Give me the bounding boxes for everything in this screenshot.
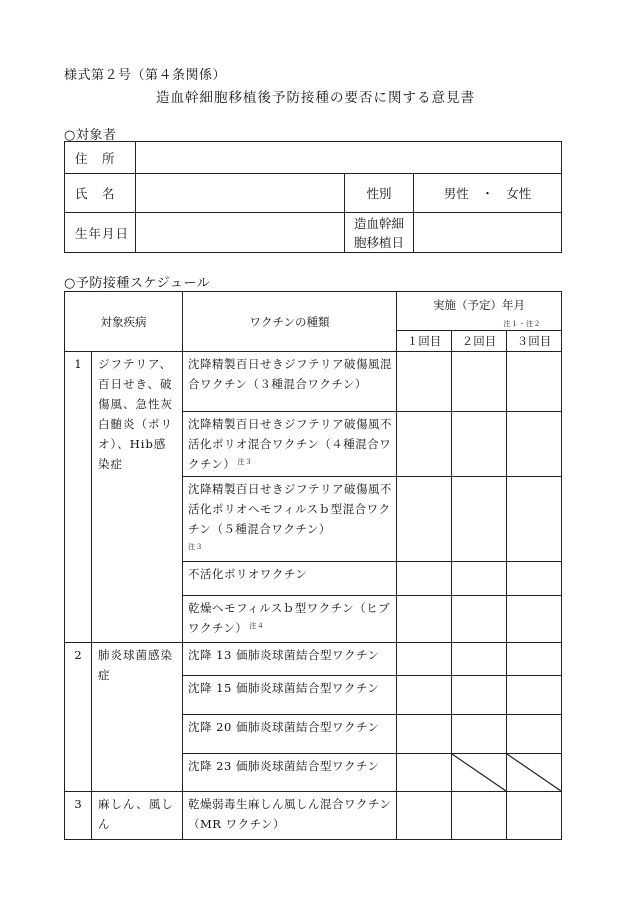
- vaccine-name-text: 沈降精製百日せきジフテリア破傷風混合ワクチン（３種混合ワクチン）: [188, 357, 392, 391]
- vaccine-name: [183, 715, 397, 754]
- dose-3-cell[interactable]: [507, 352, 562, 412]
- vaccine-row: [65, 352, 562, 412]
- dose-3-cell[interactable]: [507, 715, 562, 754]
- vaccine-note: 注３: [237, 458, 253, 466]
- vaccine-name-text: 沈降 13 価肺炎球菌結合型ワクチン: [188, 648, 380, 662]
- birthdate-label: 生年月日: [65, 213, 136, 253]
- vaccine-name: [183, 676, 397, 715]
- dose-3-not-applicable: [507, 754, 562, 792]
- sex-options[interactable]: 男性 ・ 女性: [414, 174, 562, 213]
- form-number: 様式第２号（第４条関係）: [64, 68, 227, 83]
- dose-3-cell[interactable]: [507, 477, 562, 562]
- dose-1-cell[interactable]: [397, 792, 452, 840]
- vaccine-row: [65, 643, 562, 676]
- subject-section-heading: ○対象者: [64, 128, 117, 143]
- vaccine-name-text: 沈降精製百日せきジフテリア破傷風不活化ポリオヘモフィルスｂ型混合ワクチン（５種混合ワクチン）: [188, 482, 392, 536]
- dose-2-cell[interactable]: [452, 477, 507, 562]
- group-number: 1: [65, 352, 92, 643]
- vaccine-name-text: 不活化ポリオワクチン: [188, 567, 308, 581]
- vaccine-note: 注４: [249, 622, 265, 630]
- birthdate-field[interactable]: [136, 213, 345, 253]
- vaccine-name: [183, 792, 397, 840]
- schedule-header-row: [65, 292, 562, 331]
- document-title: 造血幹細胞移植後予防接種の要否に関する意見書: [156, 90, 475, 106]
- name-label: 氏 名: [65, 174, 136, 213]
- vaccine-name-text: 沈降 20 価肺炎球菌結合型ワクチン: [188, 720, 380, 734]
- vaccine-name: [183, 643, 397, 676]
- dose-3-cell[interactable]: [507, 643, 562, 676]
- dates-column-header: [397, 292, 562, 331]
- dose-1-header: １回目: [397, 331, 452, 352]
- vaccine-name: [183, 596, 397, 643]
- address-field[interactable]: [136, 142, 562, 174]
- dose-2-cell[interactable]: [452, 643, 507, 676]
- dose-3-cell[interactable]: [507, 412, 562, 477]
- dose-1-cell[interactable]: [397, 754, 452, 792]
- dates-column-note: 注１・注２: [503, 320, 541, 328]
- disease-name: 麻しん、風しん: [92, 792, 183, 840]
- name-row: [65, 174, 562, 213]
- diagonal-slash-icon: [507, 754, 561, 791]
- dose-2-cell[interactable]: [452, 715, 507, 754]
- transplant-date-label-line1: 造血幹細: [353, 215, 404, 231]
- vaccine-name: [183, 562, 397, 596]
- vaccine-row: [65, 792, 562, 840]
- vaccine-name: [183, 754, 397, 792]
- dose-2-header: ２回目: [452, 331, 507, 352]
- dose-2-not-applicable: [452, 754, 507, 792]
- dose-3-cell[interactable]: [507, 562, 562, 596]
- dose-2-cell[interactable]: [452, 596, 507, 643]
- vaccine-note: 注３: [188, 543, 203, 551]
- schedule-table: [64, 291, 562, 840]
- dose-2-cell[interactable]: [452, 676, 507, 715]
- dates-row: [65, 213, 562, 253]
- dose-2-cell[interactable]: [452, 352, 507, 412]
- dose-1-cell[interactable]: [397, 352, 452, 412]
- vaccine-name-text: 乾燥ヘモフィルスｂ型ワクチン（ヒブワクチン）: [188, 601, 391, 635]
- dose-1-cell[interactable]: [397, 676, 452, 715]
- vaccine-name: [183, 477, 397, 562]
- transplant-date-field[interactable]: [414, 213, 562, 253]
- transplant-date-label-line2: 胞移植日: [353, 234, 404, 250]
- name-field[interactable]: [136, 174, 345, 213]
- dose-3-cell[interactable]: [507, 596, 562, 643]
- dose-2-cell[interactable]: [452, 562, 507, 596]
- diagonal-slash-icon: [452, 754, 506, 791]
- address-label: 住 所: [65, 142, 136, 174]
- dose-3-header: ３回目: [507, 331, 562, 352]
- vaccine-name-text: 沈降 15 価肺炎球菌結合型ワクチン: [188, 681, 380, 695]
- group-number: 3: [65, 792, 92, 840]
- dose-1-cell[interactable]: [397, 643, 452, 676]
- vaccine-column-header: ワクチンの種類: [183, 292, 397, 352]
- dose-1-cell[interactable]: [397, 412, 452, 477]
- disease-column-header: 対象疾病: [65, 292, 183, 352]
- dose-3-cell[interactable]: [507, 676, 562, 715]
- address-row: [65, 142, 562, 174]
- vaccine-name-text: 乾燥弱毒生麻しん風しん混合ワクチン（MR ワクチン）: [188, 797, 392, 831]
- vaccine-name: [183, 352, 397, 412]
- transplant-date-label: [345, 213, 414, 253]
- dose-1-cell[interactable]: [397, 562, 452, 596]
- group-number: 2: [65, 643, 92, 792]
- dose-2-cell[interactable]: [452, 792, 507, 840]
- dose-1-cell[interactable]: [397, 715, 452, 754]
- schedule-section-heading: ○予防接種スケジュール: [64, 276, 211, 291]
- dose-1-cell[interactable]: [397, 596, 452, 643]
- subject-table: [64, 141, 562, 253]
- vaccine-name-text: 沈降精製百日せきジフテリア破傷風不活化ポリオ混合ワクチン（４種混合ワクチン）: [188, 417, 392, 471]
- vaccine-name: [183, 412, 397, 477]
- dose-1-cell[interactable]: [397, 477, 452, 562]
- disease-name: ジフテリア、百日せき、破傷風、急性灰白髄炎（ポリオ）、Hib感染症: [92, 352, 183, 643]
- dates-column-label: 実施（予定）年月: [433, 298, 525, 312]
- vaccine-name-text: 沈降 23 価肺炎球菌結合型ワクチン: [188, 759, 380, 773]
- sex-label: 性別: [345, 174, 414, 213]
- disease-name: 肺炎球菌感染症: [92, 643, 183, 792]
- dose-3-cell[interactable]: [507, 792, 562, 840]
- dose-2-cell[interactable]: [452, 412, 507, 477]
